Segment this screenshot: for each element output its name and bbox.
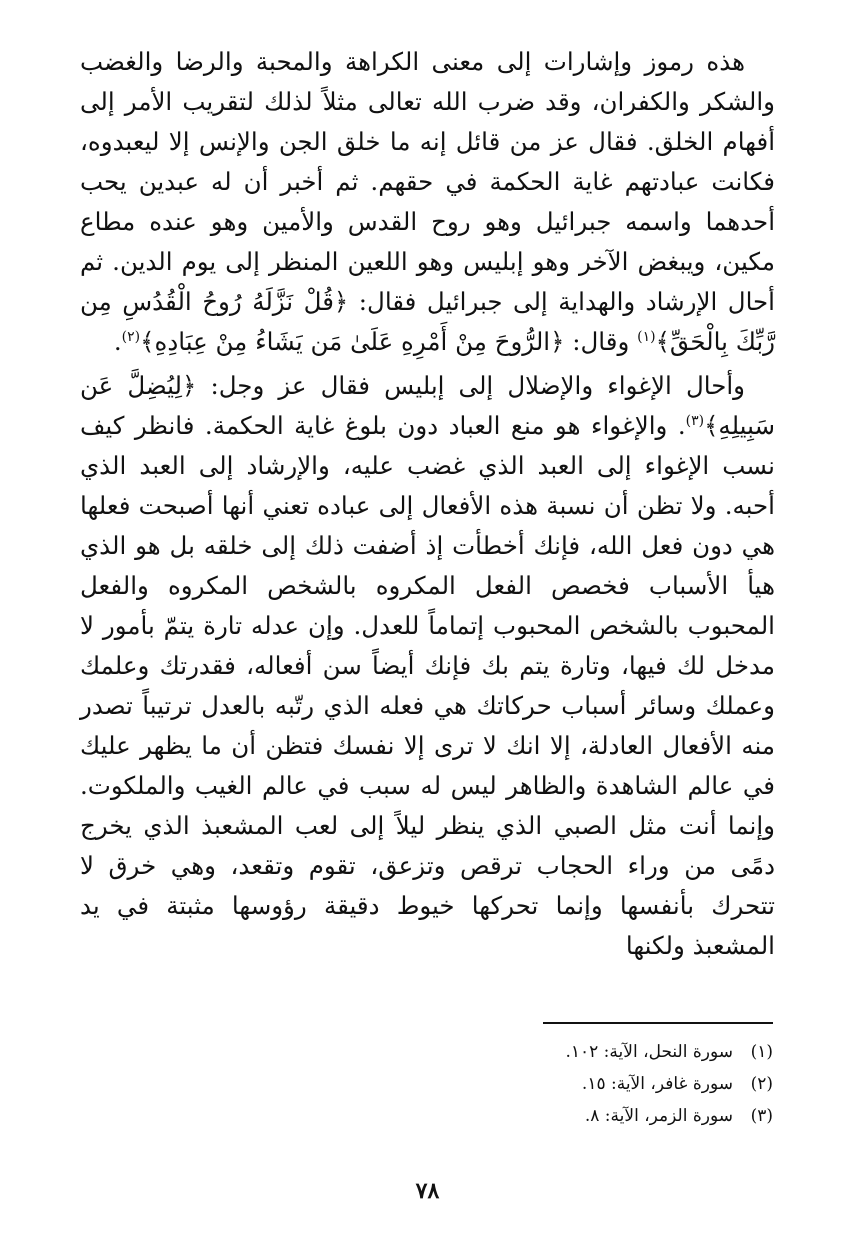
paragraph-1 [80, 42, 775, 362]
footnote-ref-2: (٢) [121, 328, 141, 345]
footnote-1-number: (١) [750, 1042, 773, 1062]
footnote-2-text: سورة غافر، الآية: ١٥. [581, 1074, 733, 1094]
paragraph-1-text-b: وقال: [564, 327, 638, 356]
footnote-3-text: سورة الزمر، الآية: ٨. [584, 1106, 733, 1126]
footnote-1 [273, 1036, 773, 1068]
footnote-2-number: (٢) [750, 1074, 773, 1094]
footnotes [273, 1036, 773, 1132]
footnote-divider [543, 1022, 773, 1024]
paragraph-1-text-a: هذه رموز وإشارات إلى معنى الكراهة والمحبة والرضا والغضب والشكر والكفران، وقد ضرب الله تعالى مثلاً لذلك لتقريب الأمر إلى أفهام الخلق. فقال عز من قائل إنه ما خلق الجن والإنس إلا ليعبدوه، فكانت عبادتهم غاية الحكمة في حقهم. ثم أخبر أن له عبدين يحب أحدهما واسمه جبرائيل وهو روح القدس والأمين وهو عنده مطاع مكين، ويبغض الآخر وهو إبليس وهو اللعين المنظر إلى يوم الدين. ثم أحال الإرشاد والهداية إلى جبرائيل فقال: [80, 47, 775, 316]
paragraph-1-text-c: . [113, 327, 122, 356]
page-number: ٧٨ [415, 1178, 440, 1204]
footnote-ref-1: (١) [637, 328, 656, 345]
page-body [80, 42, 775, 966]
footnote-ref-3: (٣) [685, 412, 705, 429]
paragraph-2-text-b: . والإغواء هو منع العباد دون بلوغ غاية الحكمة. فانظر كيف نسب الإغواء إلى العبد الذي غضب عليه، والإرشاد إلى العبد الذي أحبه. ولا تظن أن نسبة هذه الأفعال إلى عباده تعني أنها أصبحت فعلها هي دون فعل الله، فإنك أخطأت إذ أضفت ذلك إلى خلقه بل هو الذي هيأ الأسباب فخصص الفعل المكروه بالشخص المكروه والفعل المحبوب بالشخص المحبوب إتماماً للعدل. وإن عدله تارة يتمّ بأمور لا مدخل لك فيها، وتارة يتم بك فإنك أيضاً سن أفعاله، فقدرتك وعلمك وعملك وسائر أسباب حركاتك هي فعله الذي رتّبه بالعدل ترتيباً تصدر منه الأفعال العادلة، إلا انك لا ترى إلا نفسك فتظن أن ما يظهر عليك في عالم الشاهدة والظاهر ليس له سبب في عالم الغيب والملكوت. وإنما أنت مثل الصبي الذي ينظر ليلاً إلى لعب المشعبذ الذي يخرج دمًى من وراء الحجاب ترقص وتزعق، تقوم وتقعد، وهي خرق لا تتحرك بأنفسها وإنما تحركها خيوط دقيقة رؤوسها مثبتة في يد المشعبذ ولكنها [80, 411, 775, 960]
footnote-3-number: (٣) [750, 1106, 773, 1126]
quran-quote-3: ﴿لِيُضِلَّ عَن سَبِيلِهِ﴾ [80, 371, 775, 440]
paragraph-2 [80, 366, 775, 966]
quran-quote-1: ﴿قُلْ نَزَّلَهُ رُوحُ الْقُدُسِ مِن رَّبِّكَ بِالْحَقِّ﴾ [80, 287, 775, 356]
footnote-1-text: سورة النحل، الآية: ١٠٢. [565, 1042, 733, 1062]
footnote-3 [273, 1100, 773, 1132]
paragraph-2-text-a: وأحال الإغواء والإضلال إلى إبليس فقال عز وجل: [196, 371, 745, 400]
quran-quote-2: ﴿الرُّوحَ مِنْ أَمْرِهِ عَلَىٰ مَن يَشَاءُ مِنْ عِبَادِهِ﴾ [140, 327, 565, 356]
footnote-2 [273, 1068, 773, 1100]
